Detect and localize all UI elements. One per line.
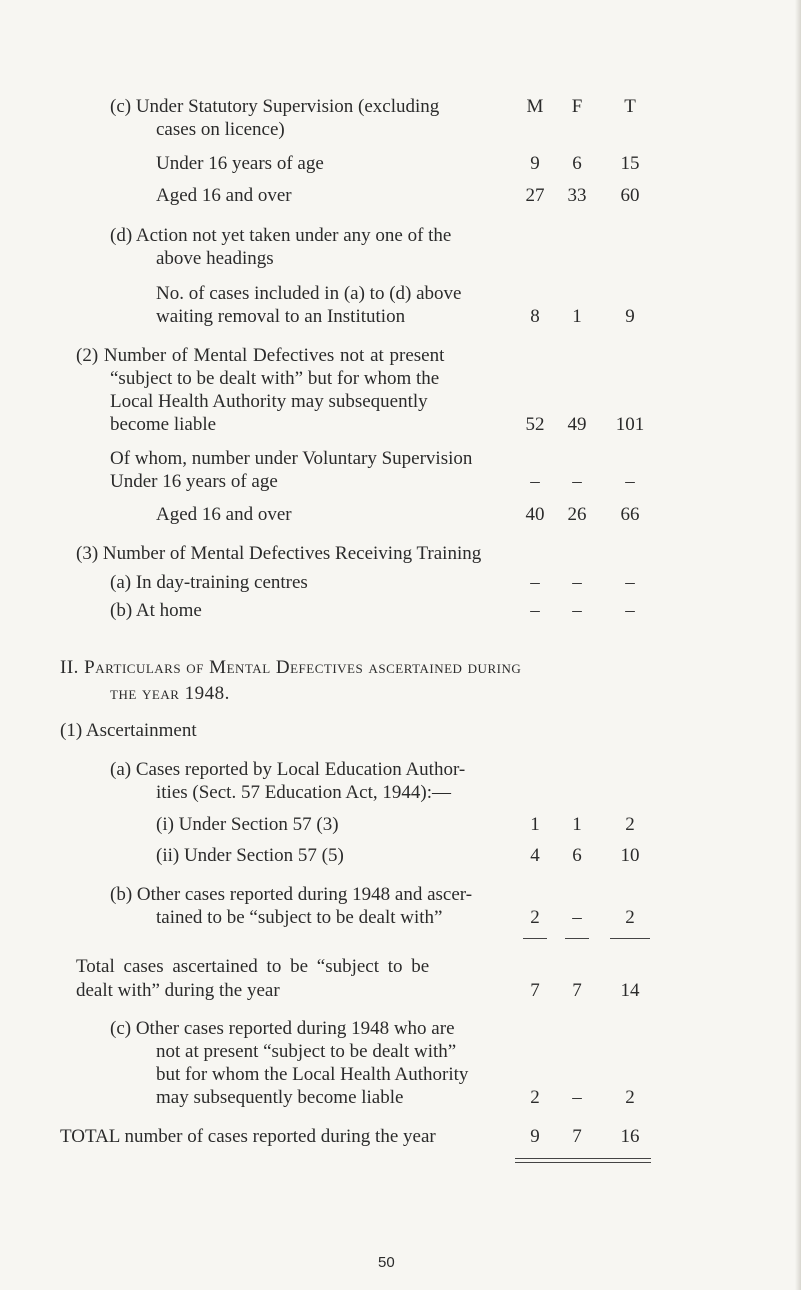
cell-t: 66 xyxy=(620,504,640,525)
row-label: ities (Sect. 57 Education Act, 1944):— xyxy=(156,782,451,803)
cell-t: 60 xyxy=(620,185,640,206)
section-heading: II. Particulars of Mental Defectives ascertained during xyxy=(60,657,522,678)
row-label: not at present “subject to be dealt with” xyxy=(156,1041,457,1062)
cell-f: – xyxy=(572,572,582,593)
row-label: dealt with” during the year xyxy=(76,980,280,1001)
col-header-t: T xyxy=(624,96,636,117)
cell-f: 6 xyxy=(572,845,582,866)
row-label: (c) Under Statutory Supervision (excluding xyxy=(110,96,440,117)
row-label: (a) In day-training centres xyxy=(110,572,308,593)
cell-f: 26 xyxy=(567,504,587,525)
cell-m: – xyxy=(530,572,540,593)
row-label: No. of cases included in (a) to (d) above xyxy=(156,283,462,304)
cell-f: 7 xyxy=(572,1126,582,1147)
cell-t: 2 xyxy=(625,1087,635,1108)
cell-t: – xyxy=(625,471,635,492)
row-label: (d) Action not yet taken under any one of the xyxy=(110,225,452,246)
row-label: (b) At home xyxy=(110,600,202,621)
row-label: (a) Cases reported by Local Education Author- xyxy=(110,759,466,780)
row-label: become liable xyxy=(110,414,217,435)
row-label: (i) Under Section 57 (3) xyxy=(156,814,339,835)
row-label: Under 16 years of age xyxy=(156,153,324,174)
cell-f: 1 xyxy=(572,306,582,327)
row-label: Of whom, number under Voluntary Supervision xyxy=(110,448,473,469)
cell-m: 8 xyxy=(530,306,540,327)
cell-m: – xyxy=(530,471,540,492)
subtotal-rule-m xyxy=(523,938,547,939)
page-edge-shadow xyxy=(795,0,801,1290)
cell-t: 9 xyxy=(625,306,635,327)
cell-m: 2 xyxy=(530,907,540,928)
total-rule-2 xyxy=(515,1162,651,1163)
cell-f: – xyxy=(572,907,582,928)
row-label: (ii) Under Section 57 (5) xyxy=(156,845,344,866)
row-label: “subject to be dealt with” but for whom the xyxy=(110,368,440,389)
cell-m: 4 xyxy=(530,845,540,866)
row-label: above headings xyxy=(156,248,274,269)
cell-m: 27 xyxy=(525,185,545,206)
row-label: (2) Number of Mental Defectives not at present xyxy=(76,345,445,366)
row-label: but for whom the Local Health Authority xyxy=(156,1064,469,1085)
cell-m: 2 xyxy=(530,1087,540,1108)
cell-t: – xyxy=(625,600,635,621)
row-label: may subsequently become liable xyxy=(156,1087,404,1108)
subtotal-rule-f xyxy=(565,938,589,939)
row-label: (b) Other cases reported during 1948 and ascer- xyxy=(110,884,473,905)
row-label: tained to be “subject to be dealt with” xyxy=(156,907,443,928)
cell-t: 16 xyxy=(620,1126,640,1147)
cell-m: 52 xyxy=(525,414,545,435)
cell-m: 9 xyxy=(530,1126,540,1147)
cell-m: – xyxy=(530,600,540,621)
row-label: Aged 16 and over xyxy=(156,185,292,206)
cell-f: – xyxy=(572,471,582,492)
cell-t: 15 xyxy=(620,153,640,174)
cell-f: – xyxy=(572,1087,582,1108)
col-header-f: F xyxy=(571,96,583,117)
section-heading: the year 1948. xyxy=(110,683,230,704)
cell-m: 7 xyxy=(530,980,540,1001)
cell-m: 1 xyxy=(530,814,540,835)
cell-f: – xyxy=(572,600,582,621)
cell-t: 2 xyxy=(625,907,635,928)
cell-t: 2 xyxy=(625,814,635,835)
cell-f: 7 xyxy=(572,980,582,1001)
row-label: waiting removal to an Institution xyxy=(156,306,406,327)
cell-m: 9 xyxy=(530,153,540,174)
row-label: (1) Ascertainment xyxy=(60,720,197,741)
cell-t: 14 xyxy=(620,980,640,1001)
cell-t: 10 xyxy=(620,845,640,866)
row-label: (3) Number of Mental Defectives Receiving Training xyxy=(76,543,482,564)
row-label: Aged 16 and over xyxy=(156,504,292,525)
cell-f: 1 xyxy=(572,814,582,835)
cell-t: – xyxy=(625,572,635,593)
row-label: Local Health Authority may subsequently xyxy=(110,391,428,412)
total-rule-1 xyxy=(515,1158,651,1159)
page-number: 50 xyxy=(378,1254,395,1271)
col-header-m: M xyxy=(526,96,544,117)
cell-t: 101 xyxy=(615,414,645,435)
cell-f: 6 xyxy=(572,153,582,174)
row-label: Under 16 years of age xyxy=(110,471,278,492)
cell-f: 49 xyxy=(567,414,587,435)
cell-m: 40 xyxy=(525,504,545,525)
row-label: cases on licence) xyxy=(156,119,285,140)
total-label: TOTAL number of cases reported during the year xyxy=(60,1126,436,1147)
subtotal-rule-t xyxy=(610,938,650,939)
row-label: Total cases ascertained to be “subject to be xyxy=(76,956,430,977)
cell-f: 33 xyxy=(567,185,587,206)
row-label: (c) Other cases reported during 1948 who are xyxy=(110,1018,455,1039)
